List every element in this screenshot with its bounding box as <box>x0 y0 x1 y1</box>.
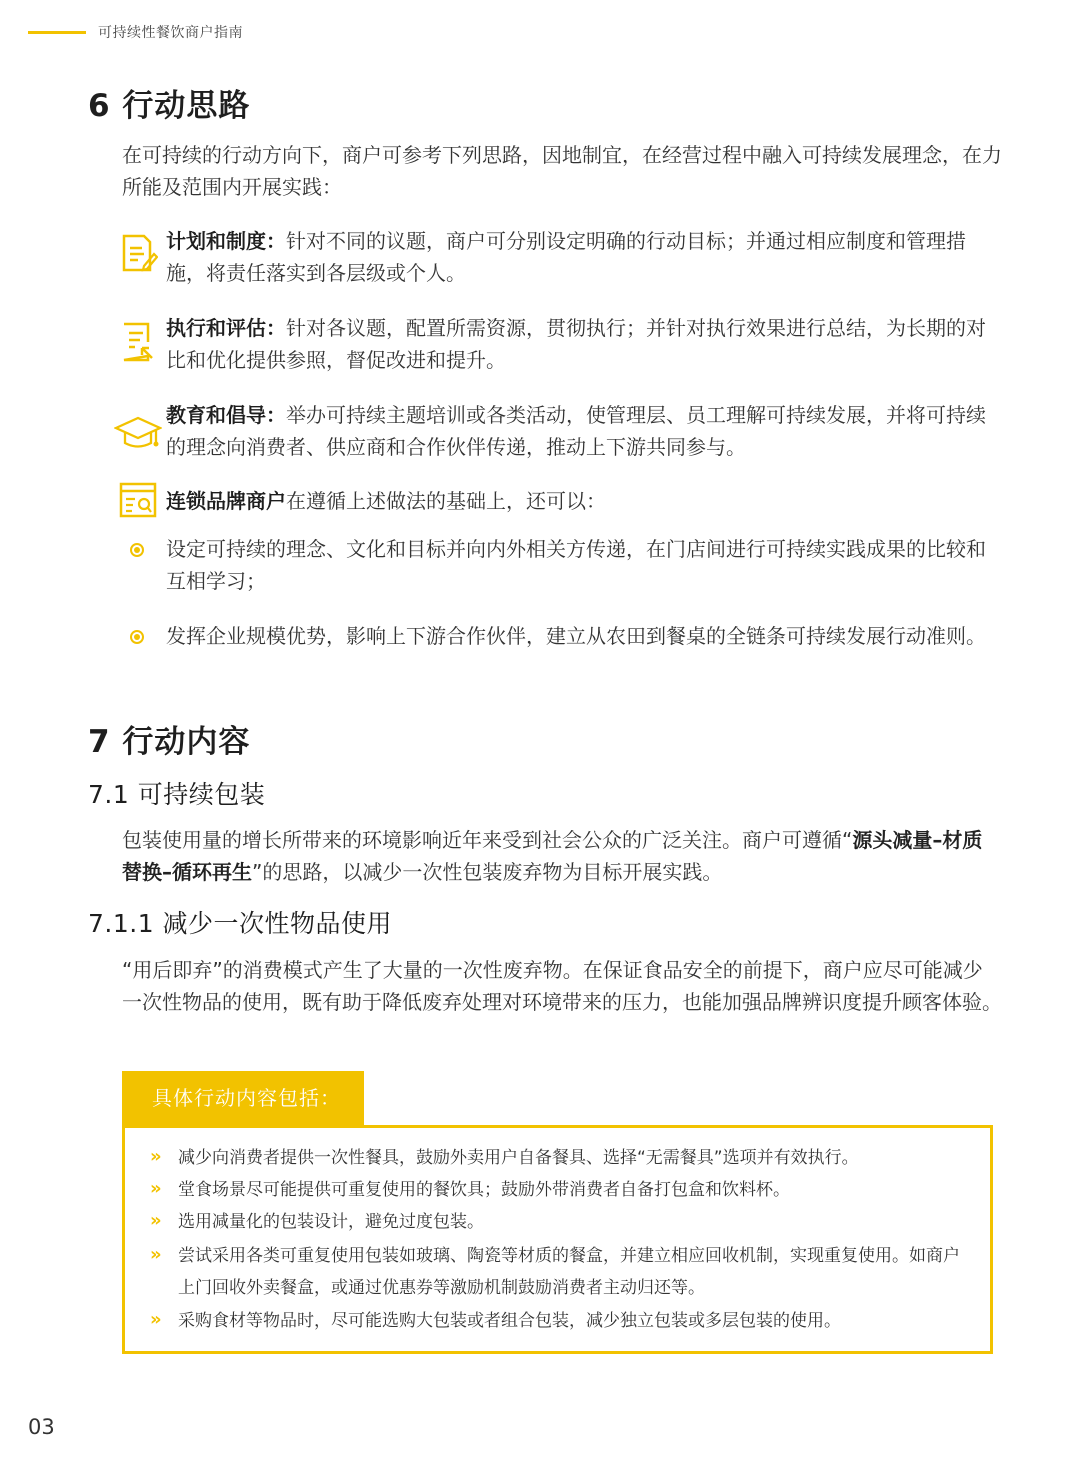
plan-item-label: 计划和制度： <box>166 229 286 253</box>
chain-brand-text: 在遵循上述做法的基础上，还可以： <box>286 489 606 513</box>
graduation-cap-icon <box>114 412 162 452</box>
chevron-right-icon: » <box>150 1244 162 1265</box>
action-item-4: 尝试采用各类可重复使用包装如玻璃、陶瓷等材质的餐盒，并建立相应回收机制，实现重复使用。如商户上门回收外卖餐盒，或通过优惠券等激励机制鼓励消费者主动归还等。 <box>178 1246 960 1298</box>
section-6-intro: 在可持续的行动方向下，商户可参考下列思路，因地制宜，在经营过程中融入可持续发展理念，在力所能及范围内开展实践： <box>122 143 1002 199</box>
section-6-title: 6 行动思路 <box>88 88 251 124</box>
chevron-right-icon: » <box>150 1146 162 1167</box>
plan-item-text: 针对不同的议题，商户可分别设定明确的行动目标；并通过相应制度和管理措施，将责任落实到各层级或个人。 <box>166 229 966 285</box>
chain-bullet-1: 设定可持续的理念、文化和目标并向内外相关方传递，在门店间进行可持续实践成果的比较和互相学习； <box>166 537 986 593</box>
chevron-right-icon: » <box>150 1178 162 1199</box>
subsection-7-1-text-pre: 包装使用量的增长所带来的环境影响近年来受到社会公众的广泛关注。商户可遵循“ <box>122 828 853 852</box>
bullet-dot-icon <box>130 630 144 644</box>
action-item-5: 采购食材等物品时，尽可能选购大包装或者组合包装，减少独立包装或多层包装的使用。 <box>178 1311 841 1331</box>
document-pen-icon <box>118 232 158 276</box>
execute-item-label: 执行和评估： <box>166 316 286 340</box>
chevron-right-icon: » <box>150 1210 162 1231</box>
action-item-3: 选用减量化的包装设计，避免过度包装。 <box>178 1212 484 1232</box>
educate-item-text: 举办可持续主题培训或各类活动，使管理层、员工理解可持续发展，并将可持续的理念向消费者、供应商和合作伙伴传递，推动上下游共同参与。 <box>166 403 986 459</box>
action-box-title: 具体行动内容包括： <box>122 1071 364 1125</box>
section-7-title: 7 行动内容 <box>88 724 251 760</box>
chain-brand-label: 连锁品牌商户 <box>166 489 286 513</box>
educate-item <box>166 399 1001 463</box>
subsection-7-1-text-bold: 源头减量–材质替换–循环再生 <box>122 828 983 884</box>
chevron-right-icon: » <box>150 1309 162 1330</box>
action-item-1: 减少向消费者提供一次性餐具，鼓励外卖用户自备餐具、选择“无需餐具”选项并有效执行。 <box>178 1148 859 1168</box>
header-accent-line <box>28 31 86 34</box>
educate-item-label: 教育和倡导： <box>166 403 286 427</box>
chain-bullet-2: 发挥企业规模优势，影响上下游合作伙伴，建立从农田到餐桌的全链条可持续发展行动准则。 <box>166 624 986 648</box>
page-number: 03 <box>28 1415 55 1439</box>
subsection-7-1-text <box>122 824 1002 888</box>
bullet-dot-icon <box>130 543 144 557</box>
checklist-arrow-icon <box>118 320 158 364</box>
action-item-2: 堂食场景尽可能提供可重复使用的餐饮具；鼓励外带消费者自备打包盒和饮料杯。 <box>178 1180 790 1200</box>
chain-brand-item <box>166 485 1001 517</box>
header-title: 可持续性餐饮商户指南 <box>98 25 243 41</box>
execute-item <box>166 312 1001 376</box>
execute-item-text: 针对各议题，配置所需资源，贯彻执行；并针对执行效果进行总结，为长期的对比和优化提供参照，督促改进和提升。 <box>166 316 986 372</box>
subsection-7-1-1-title: 7.1.1 减少一次性物品使用 <box>88 909 393 938</box>
search-report-icon <box>118 481 158 519</box>
subsection-7-1-text-post: ”的思路，以减少一次性包装废弃物为目标开展实践。 <box>252 860 723 884</box>
subsection-7-1-title: 7.1 可持续包装 <box>88 780 266 809</box>
subsection-7-1-1-text: “用后即弃”的消费模式产生了大量的一次性废弃物。在保证食品安全的前提下，商户应尽可能减少一次性物品的使用，既有助于降低废弃处理对环境带来的压力，也能加强品牌辨识度提升顾客体验。 <box>122 958 1002 1014</box>
plan-item <box>166 225 1001 289</box>
